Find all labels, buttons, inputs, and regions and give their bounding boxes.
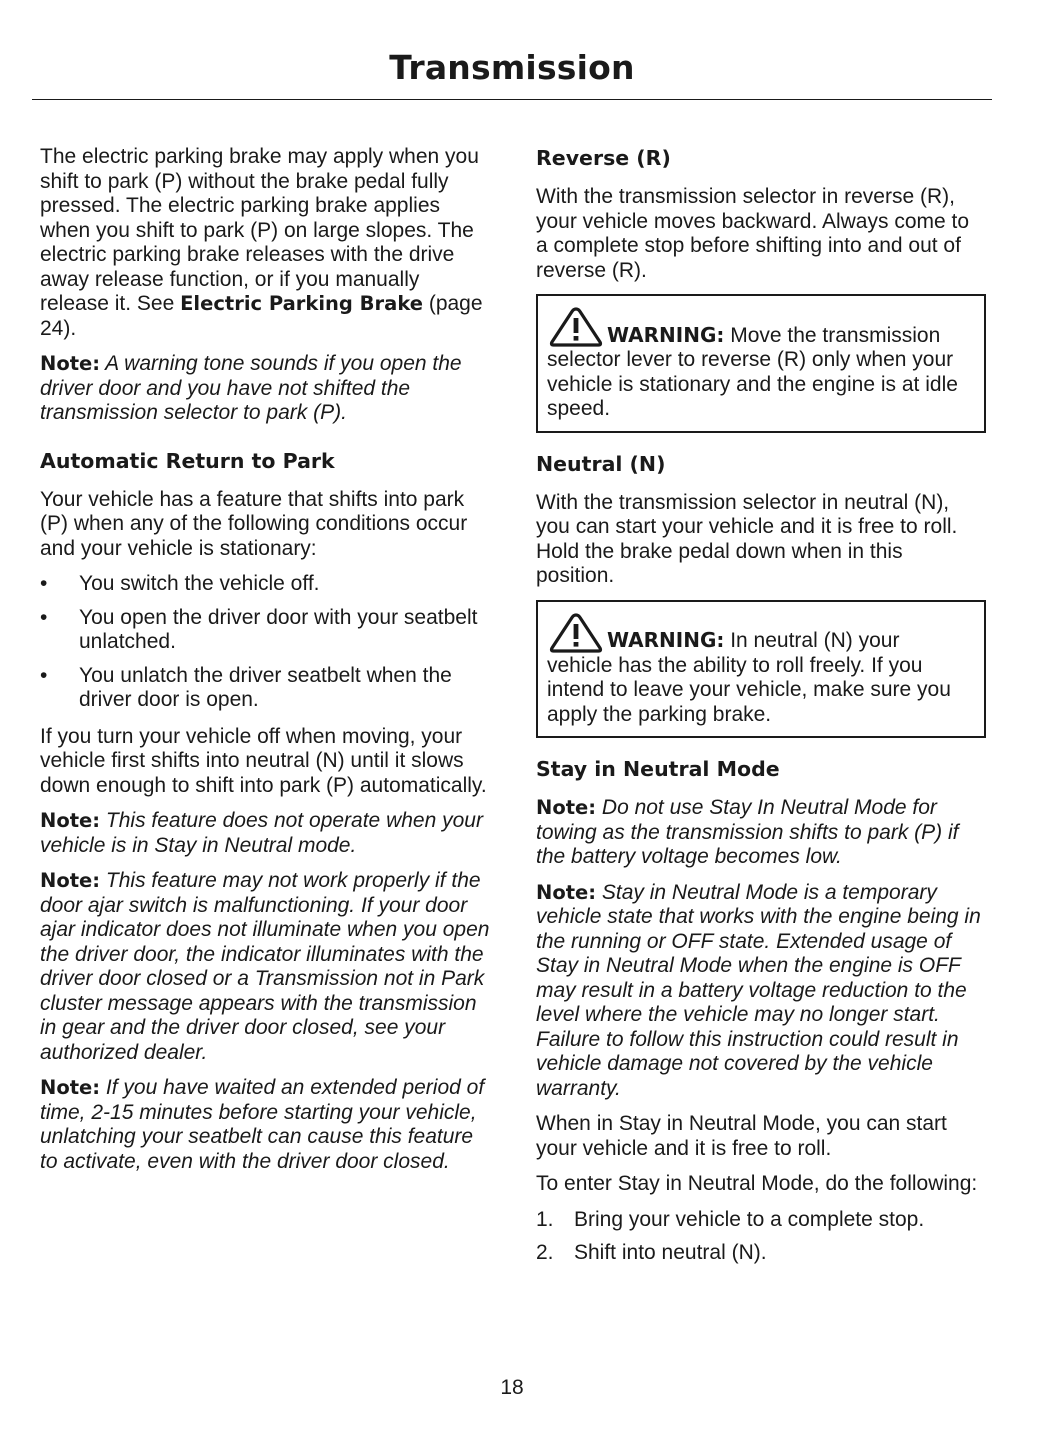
intro-page-ref: (page 24).: [40, 292, 483, 340]
list-item-text: You open the driver door with your seatbelt unlatched.: [79, 605, 478, 653]
warning-first-line: [547, 304, 976, 348]
intro-paragraph: [40, 145, 492, 341]
warning-label: WARNING:: [607, 628, 725, 652]
list-item: [40, 572, 492, 597]
enter-sinm-steps: [536, 1208, 986, 1266]
neutral-paragraph: With the transmission selector in neutral (N), you can start your vehicle and it is free to roll. Hold the brake pedal down when in this position.: [536, 490, 958, 587]
list-item: [40, 606, 492, 655]
warning-text-first: Move the transmission: [724, 323, 941, 347]
heading-neutral: Neutral (N): [536, 451, 666, 476]
arp-conditions-list: [40, 572, 492, 713]
note-label: Note:: [536, 796, 597, 819]
note-text: Do not use Stay In Neutral Mode for towing as the transmission shifts to park (P) if the battery voltage becomes low.: [536, 796, 959, 868]
step-text: Bring your vehicle to a complete stop.: [574, 1207, 925, 1231]
reverse-paragraph: With the transmission selector in reverse (R), your vehicle moves backward. Always come to a complete stop before shifting into and out of reverse (R).: [536, 185, 970, 282]
bullet-icon: •: [40, 605, 48, 629]
heading-stay-in-neutral-mode: Stay in Neutral Mode: [536, 757, 780, 781]
electric-parking-brake-link[interactable]: Electric Parking Brake: [180, 292, 423, 315]
note-stay-in-neutral: [40, 809, 492, 858]
turnoff-paragraph: If you turn your vehicle off when moving, your vehicle first shifts into neutral (N) until it slows down enough to shift into park (P) automatically.: [40, 724, 487, 797]
step-number: 1.: [536, 1207, 554, 1231]
note-text: This feature may not work properly if the door ajar switch is malfunctioning. If your door ajar indicator does not illuminate when you open the driver door, the indicator illuminates with the driver door closed or a Transmission not in Park cluster message appears with the transmission in gear and the driver door closed, see your authorized dealer.: [40, 869, 490, 1064]
note-towing: [536, 796, 986, 870]
list-item-text: You unlatch the driver seatbelt when the driver door is open.: [79, 663, 452, 711]
note-warning-tone: [40, 352, 492, 426]
page-number: 18: [500, 1376, 524, 1399]
note-door-ajar: [40, 869, 492, 1065]
list-item: [536, 1208, 986, 1233]
left-column: [40, 145, 492, 1185]
page-title: Transmission: [389, 48, 635, 87]
warning-text-rest: selector lever to reverse (R) only when your vehicle is stationary and the engine is at idle speed.: [547, 348, 958, 420]
warning-box-reverse: [536, 294, 986, 433]
note-label: Note:: [536, 880, 597, 904]
note-temporary-state: [536, 881, 986, 1102]
warning-label: WARNING:: [607, 322, 725, 347]
note-text: A warning tone sounds if you open the driver door and you have not shifted the transmission selector to park (P).: [40, 352, 462, 424]
warning-triangle-icon: [547, 304, 605, 348]
sinm-paragraph: When in Stay in Neutral Mode, you can start your vehicle and it is free to roll.: [536, 1112, 947, 1160]
step-number: 2.: [536, 1241, 554, 1264]
list-item: [40, 664, 492, 713]
heading-reverse: Reverse (R): [536, 146, 671, 170]
intro-text: The electric parking brake may apply when you shift to park (P) without the brake pedal fully pressed. The electric parking brake applies when you shift to park (P) on large slopes. The electric parking brake releases with the drive away release function, or if you manually release it. See: [40, 145, 479, 315]
warning-text-rest: vehicle has the ability to roll freely. If you intend to leave your vehicle, make sure you apply the parking brake.: [547, 653, 951, 726]
list-item-text: You switch the vehicle off.: [79, 572, 320, 595]
arp-paragraph: Your vehicle has a feature that shifts into park (P) when any of the following conditions occur and your vehicle is stationary:: [40, 487, 468, 560]
step-text: Shift into neutral (N).: [574, 1241, 767, 1264]
note-text: If you have waited an extended period of time, 2-15 minutes before starting your vehicle, unlatching your seatbelt can cause this feature to activate, even with the driver door closed.: [40, 1076, 485, 1173]
right-column: [536, 145, 986, 1275]
note-label: Note:: [40, 869, 101, 892]
warning-triangle-icon: [547, 610, 605, 654]
bullet-icon: •: [40, 663, 48, 687]
list-item: [536, 1241, 986, 1266]
bullet-icon: •: [40, 572, 48, 595]
enter-sinm-paragraph: To enter Stay in Neutral Mode, do the following:: [536, 1172, 978, 1195]
warning-text-first: In neutral (N) your: [724, 629, 900, 652]
note-text: This feature does not operate when your vehicle is in Stay in Neutral mode.: [40, 809, 483, 857]
note-text: Stay in Neutral Mode is a temporary vehicle state that works with the engine being in the running or OFF state. Extended usage of Stay in Neutral Mode when the engine is OFF may result in a battery voltage reduction to the level where the vehicle may no longer start. Failure to follow this instruction could result in vehicle damage not covered by the vehicle warranty.: [536, 880, 981, 1100]
note-label: Note:: [40, 352, 101, 375]
warning-box-neutral: [536, 600, 986, 739]
note-extended-wait: [40, 1076, 492, 1174]
note-label: Note:: [40, 1076, 101, 1099]
heading-automatic-return-to-park: Automatic Return to Park: [40, 448, 335, 473]
note-label: Note:: [40, 809, 101, 832]
title-divider: [32, 99, 992, 100]
warning-first-line: [547, 610, 976, 654]
